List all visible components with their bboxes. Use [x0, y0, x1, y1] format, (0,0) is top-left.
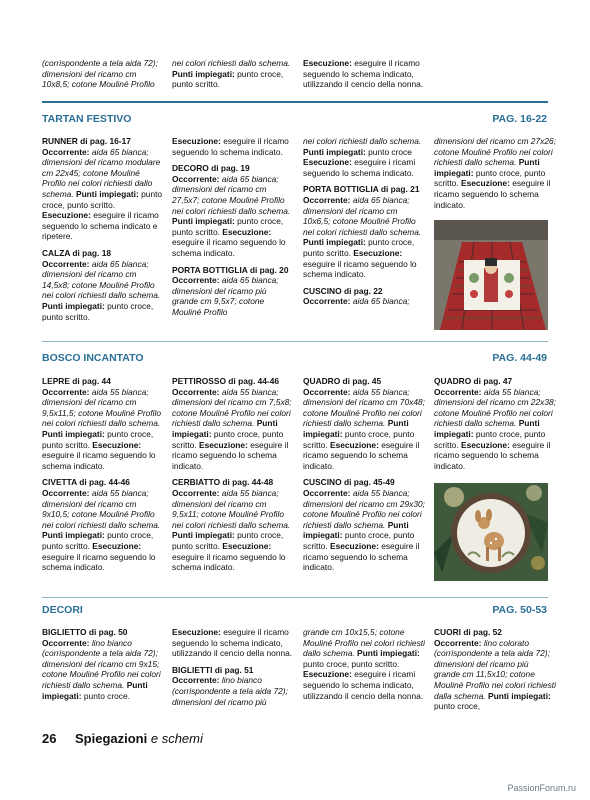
item-title: BIGLIETTO di pag. 50: [42, 627, 128, 637]
item-title: CUSCINO di pag. 22: [303, 285, 383, 296]
item-title: PORTA BOTTIGLIA di pag. 21: [303, 184, 420, 195]
section-title-bosco: BOSCO INCANTATO: [42, 352, 144, 364]
text: aida 55 bianca; dimensioni del ricamo cm 9,5x11; cotone Mouliné Profilo nei colori richiesti dallo schema.: [172, 487, 291, 530]
text: aida 55 bianca; dimensioni del ricamo cm 7,5x8; cotone Mouliné Profilo nei colori richiesti dallo schema.: [172, 386, 292, 429]
label: Punti impiegati:: [488, 690, 551, 701]
text: eseguire il ricamo seguendo lo schema indicato.: [42, 450, 156, 471]
text: punto croce, punto scritto.: [434, 167, 546, 189]
text: eseguire il ricamo seguendo lo schema indicato.: [303, 540, 420, 573]
text: punto croce, punto scritto.: [434, 428, 546, 450]
item-title: QUADRO di pag. 47: [434, 376, 513, 386]
label: Punti impiegati:: [357, 648, 420, 659]
text: punto croce, punto scritto.: [42, 530, 154, 551]
decori-col-1: [42, 627, 164, 707]
label: Occorrente:: [303, 194, 351, 205]
text: aida 65 bianca; dimensioni del ricamo cm 27,5x7; cotone Mouliné Profilo nei colori richiesti dallo schema.: [172, 173, 291, 216]
text: eseguire il ricamo seguendo lo schema indicato.: [434, 439, 551, 471]
section-rule: [42, 101, 548, 103]
label: Punti impiegati:: [172, 418, 278, 439]
text: eseguire i ricami seguendo lo schema indicato.: [303, 157, 416, 178]
label: Esecuzione:: [172, 136, 221, 146]
section-title-decori: DECORI: [42, 604, 83, 616]
tartan-col-1: [42, 136, 164, 328]
label: Esecuzione:: [222, 226, 272, 237]
text: punto croce, punto scritto.: [172, 216, 284, 237]
text: eseguire il ricamo seguendo lo schema indicato, utilizzando il cencio della nonna.: [172, 627, 293, 659]
text: punto croce, punto scritto.: [172, 68, 284, 90]
label: Punti impiegati:: [75, 188, 139, 199]
label: Occorrente:: [303, 386, 351, 397]
footer-title: [75, 731, 203, 746]
text: eseguire il ricamo seguendo lo schema indicato.: [172, 237, 286, 258]
text: nei colori richiesti dallo schema.: [303, 136, 422, 146]
label: Esecuzione:: [303, 58, 352, 68]
text: eseguire il ricamo seguendo lo schema indicato.: [172, 551, 286, 573]
decori-col-4: [434, 627, 556, 718]
label: Punti impiegati:: [303, 519, 409, 541]
label: Esecuzione:: [461, 178, 510, 189]
text: aida 65 bianca; dimensioni del ricamo cm 14,5x8; cotone Mouliné Profilo nei colori richiesti dallo schema.: [42, 258, 161, 301]
footer-title-bold: Spiegazioni: [75, 731, 148, 746]
runner-photo-image: [434, 220, 548, 330]
label: Esecuzione:: [42, 210, 91, 221]
text: punto croce, punto scritto.: [303, 428, 415, 450]
text: eseguire il ricamo seguendo lo schema indicato e ripetere.: [42, 210, 159, 242]
text: lino colorato (corrispondente a tela aida 72); dimensioni del ricamo più grande cm 11,5x10; cotone Mouliné Profilo nei colori richiesti dalla schema.: [434, 637, 556, 701]
runner-photo: [434, 220, 548, 330]
label: Occorrente:: [172, 173, 220, 184]
label: Esecuzione:: [330, 439, 379, 450]
text: grande cm 10x15,5; cotone Mouliné Profilo nei colori richiesti dallo schema.: [303, 627, 425, 659]
item-title: LEPRE di pag. 44: [42, 376, 111, 386]
top-col-2: [172, 58, 294, 90]
label: Occorrente:: [172, 386, 220, 397]
section-page-tartan: PAG. 16-22: [492, 113, 547, 125]
top-col-3: [303, 58, 425, 90]
text: punto croce,: [434, 701, 481, 712]
label: Punti impiegati:: [42, 679, 148, 701]
label: Occorrente:: [172, 487, 220, 498]
label: Punti impiegati:: [303, 418, 409, 439]
item-title: PORTA BOTTIGLIA di pag. 20: [172, 264, 289, 275]
label: Occorrente:: [42, 386, 90, 397]
label: Occorrente:: [42, 146, 90, 157]
tartan-col-4: [434, 136, 556, 216]
section-rule: [42, 341, 548, 342]
text: eseguire il ricamo seguendo lo schema indicato.: [172, 136, 289, 157]
text: eseguire il ricamo seguendo lo schema indicato.: [303, 258, 417, 280]
page-number: 26: [42, 731, 57, 746]
text: punto croce, punto scritto.: [42, 188, 163, 210]
label: Esecuzione:: [92, 439, 142, 450]
label: Punti impiegati:: [303, 237, 366, 248]
item-title: CUORI di pag. 52: [434, 627, 502, 637]
bosco-col-3: [303, 376, 425, 579]
label: Occorrente:: [303, 296, 351, 307]
label: Occorrente:: [42, 637, 90, 648]
label: Occorrente:: [303, 487, 351, 498]
text: aida 65 bianca;: [352, 296, 410, 307]
item-title: CIVETTA di pag. 44-46: [42, 477, 130, 488]
label: Esecuzione:: [172, 627, 221, 637]
label: Esecuzione:: [353, 247, 403, 258]
top-col-1: [42, 58, 164, 90]
item-title: BIGLIETTI di pag. 51: [172, 664, 254, 675]
label: Esecuzione:: [222, 540, 272, 551]
item-title: QUADRO di pag. 45: [303, 376, 382, 386]
text: punto croce, punto scritto.: [172, 530, 284, 551]
label: Occorrente:: [42, 258, 90, 269]
label: Esecuzione:: [461, 439, 510, 450]
section-title-tartan: TARTAN FESTIVO: [42, 113, 132, 125]
text: punto croce.: [83, 690, 130, 701]
decori-col-2: [172, 627, 294, 713]
text: punto croce, punto scritto.: [42, 300, 154, 322]
item-title: RUNNER di pag. 16-17: [42, 136, 131, 146]
deer-ornament-photo: [434, 483, 548, 581]
bosco-col-4: [434, 376, 556, 477]
bosco-col-2: [172, 376, 294, 579]
decori-col-3: [303, 627, 425, 707]
label: Punti impiegati:: [303, 146, 366, 157]
text: punto croce, punto scritto.: [303, 530, 415, 551]
text: eseguire il ricamo seguendo lo schema indicato, utilizzando il cencio della nonna.: [303, 58, 424, 90]
label: Esecuzione:: [303, 669, 352, 680]
text: punto croce, punto scritto.: [42, 428, 154, 450]
text: eseguire i ricami seguendo lo schema indicato, utilizzando il cencio della nonna.: [303, 669, 424, 701]
label: Punti impiegati:: [42, 530, 105, 541]
text: eseguire il ricamo seguendo lo schema indicato.: [42, 551, 156, 573]
item-title: CUSCINO di pag. 45-49: [303, 477, 395, 488]
text: lino bianco (corrispondente a tela aida 72); dimensioni del ricamo più: [172, 675, 288, 707]
label: Punti impiegati:: [434, 418, 540, 439]
label: Punti impiegati:: [42, 300, 105, 311]
item-title: DECORO di pag. 19: [172, 163, 250, 174]
item-title: CALZA di pag. 18: [42, 247, 112, 258]
text: (corrispondente a tela aida 72); dimensioni del ricamo cm 10x8,5; cotone Mouliné Profilo: [42, 58, 158, 90]
text: aida 55 bianca; dimensioni del ricamo cm 9x10,5; cotone Mouliné Profilo nei colori richiesti dallo schema.: [42, 487, 161, 530]
label: Occorrente:: [434, 637, 482, 648]
label: Occorrente:: [434, 386, 482, 397]
text: eseguire il ricamo seguendo lo schema indicato.: [172, 439, 289, 471]
label: Esecuzione:: [199, 439, 248, 450]
text: eseguire il ricamo seguendo lo schema indicato.: [303, 439, 420, 471]
label: Punti impiegati:: [172, 530, 235, 541]
tartan-col-3: [303, 136, 425, 313]
tartan-col-2: [172, 136, 294, 324]
text: punto croce: [368, 146, 412, 157]
label: Esecuzione:: [92, 540, 142, 551]
label: Punti impiegati:: [434, 157, 540, 178]
label: Occorrente:: [42, 487, 90, 498]
label: Punti impiegati:: [172, 216, 235, 227]
label: Occorrente:: [172, 675, 220, 686]
item-title: CERBIATTO di pag. 44-48: [172, 477, 274, 488]
section-rule: [42, 597, 548, 598]
text: aida 65 bianca; dimensioni del ricamo modulare cm 22x45; cotone Mouliné Profilo nei colori richiesti dallo schema.: [42, 146, 161, 199]
text: punto croce, punto scritto.: [303, 237, 415, 258]
text: aida 55 bianca; dimensioni del ricamo cm 22x38; cotone Mouliné Profilo nei colori richiesti dallo schema.: [434, 386, 556, 429]
text: aida 65 bianca; dimensioni del ricamo cm 10x6,5; cotone Mouliné Profilo nei colori richiesti dallo schema.: [303, 194, 422, 237]
footer-title-rest: e schemi: [150, 731, 203, 746]
text: aida 55 bianca; dimensioni del ricamo cm 29x30; cotone Mouliné Profilo nei colori richiesti dallo schema.: [303, 487, 425, 530]
text: dimensioni del ricamo cm 27x26; cotone Mouliné Profilo nei colori richiesti dallo schema.: [434, 136, 556, 168]
watermark: PassionForum.ru: [507, 783, 576, 793]
text: lino bianco (corrispondente a tela aida 72); dimensioni del ricamo cm 9x15; cotone Mouliné Profilo nei colori richiesti dallo schema.: [42, 637, 161, 690]
deer-ornament-image: [434, 483, 548, 581]
label: Occorrente:: [172, 275, 220, 286]
label: Punti impiegati:: [172, 68, 235, 79]
label: Esecuzione:: [303, 157, 352, 168]
section-page-decori: PAG. 50-53: [492, 604, 547, 616]
text: aida 65 bianca; dimensioni del ricamo più grande cm 9,5x7; cotone Mouliné Profilo: [172, 275, 279, 317]
section-page-bosco: PAG. 44-49: [492, 352, 547, 364]
text: eseguire il ricamo seguendo lo schema indicato.: [434, 178, 551, 210]
label: Punti impiegati:: [42, 428, 105, 439]
text: nei colori richiesti dallo schema.: [172, 58, 291, 68]
text: aida 55 bianca; dimensioni del ricamo cm 9,5x11,5; cotone Mouliné Profilo nei colori richiesti dallo schema.: [42, 386, 162, 429]
text: punto croce, punto scritto.: [172, 428, 284, 450]
text: punto croce, punto scritto.: [303, 658, 400, 669]
item-title: PETTIROSSO di pag. 44-46: [172, 376, 280, 386]
text: aida 55 bianca; dimensioni del ricamo cm 70x48; cotone Mouliné Profilo nei colori richiesti dallo schema.: [303, 386, 425, 429]
bosco-col-1: [42, 376, 164, 579]
label: Esecuzione:: [330, 540, 379, 551]
